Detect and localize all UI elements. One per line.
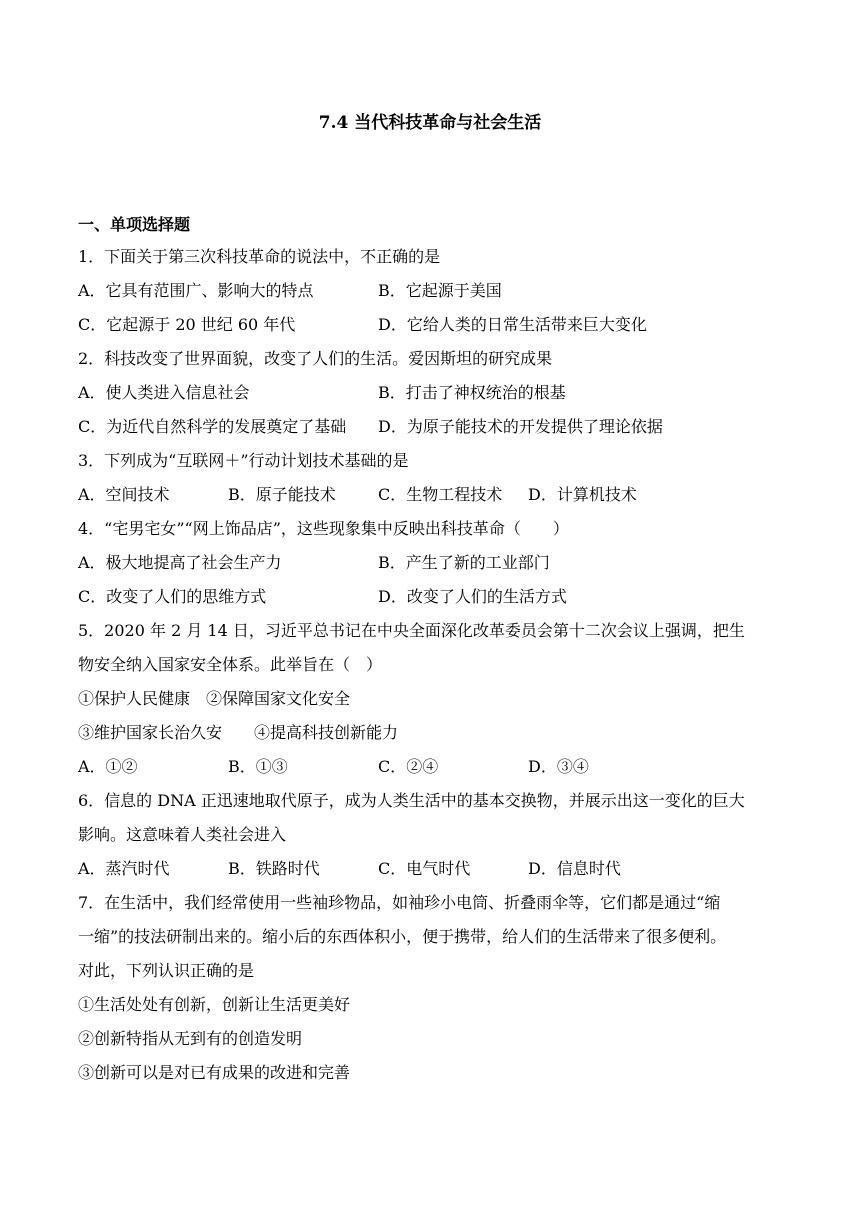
answer-option: B．它起源于美国 (378, 281, 502, 300)
answer-option: B．铁路时代 (228, 859, 320, 878)
answer-option: A．空间技术 (78, 485, 170, 504)
question-7 (78, 890, 788, 1094)
answer-option: C．为近代自然科学的发展奠定了基础 (78, 417, 347, 436)
answer-option: C．改变了人们的思维方式 (78, 587, 267, 606)
page-title: 7.4 当代科技革命与社会生活 (318, 113, 542, 133)
answer-option: C．②④ (378, 757, 439, 776)
option-row (78, 550, 788, 584)
question-text-line: ①保护人民健康 ②保障国家文化安全 (78, 689, 351, 708)
question-text-line: 对此，下列认识正确的是 (78, 961, 255, 980)
option-row (78, 482, 788, 516)
section-heading: 一、单项选择题 (78, 215, 191, 234)
answer-option: A．①② (78, 757, 138, 776)
answer-option: B．产生了新的工业部门 (378, 553, 550, 572)
answer-option: C．生物工程技术 (378, 485, 503, 504)
question-1 (78, 244, 788, 346)
answer-option: D．为原子能技术的开发提供了理论依据 (378, 417, 663, 436)
question-4 (78, 516, 788, 618)
option-row (78, 754, 788, 788)
answer-option: D．改变了人们的生活方式 (378, 587, 567, 606)
question-stem: 6．信息的 DNA 正迅速地取代原子，成为人类生活中的基本交换物，并展示出这一变化的巨大 (78, 791, 745, 810)
question-stem: 2．科技改变了世界面貌，改变了人们的生活。爱因斯坦的研究成果 (78, 349, 553, 368)
question-5 (78, 618, 788, 788)
answer-option: B．原子能技术 (228, 485, 336, 504)
answer-option: D．计算机技术 (528, 485, 637, 504)
question-6 (78, 788, 788, 890)
question-3 (78, 448, 788, 516)
question-text-line: 一缩”的技法研制出来的。缩小后的东西体积小，便于携带，给人们的生活带来了很多便利。 (78, 927, 727, 946)
answer-option: C．它起源于 20 世纪 60 年代 (78, 315, 296, 334)
answer-option: A．它具有范围广、影响大的特点 (78, 281, 314, 300)
question-stem: 5．2020 年 2 月 14 日，习近平总书记在中央全面深化改革委员会第十二次会议上强调，把生 (78, 621, 745, 640)
option-row (78, 856, 788, 890)
answer-option: A．蒸汽时代 (78, 859, 170, 878)
question-stem: 7．在生活中，我们经常使用一些袖珍物品，如袖珍小电筒、折叠雨伞等，它们都是通过“缩 (78, 893, 721, 912)
question-text-line: 物安全纳入国家安全体系。此举旨在（ ） (78, 655, 383, 674)
option-row (78, 584, 788, 618)
answer-option: B．①③ (228, 757, 288, 776)
option-row (78, 278, 788, 312)
option-row (78, 312, 788, 346)
question-list (78, 244, 788, 1094)
answer-option: D．它给人类的日常生活带来巨大变化 (378, 315, 647, 334)
option-row (78, 380, 788, 414)
question-stem: 4．“宅男宅女”“网上饰品店”，这些现象集中反映出科技革命（ ） (78, 519, 569, 538)
question-2 (78, 346, 788, 448)
question-text-line: ③创新可以是对已有成果的改进和完善 (78, 1063, 351, 1082)
question-text-line: ③维护国家长治久安 ④提高科技创新能力 (78, 723, 399, 742)
question-stem: 1．下面关于第三次科技革命的说法中，不正确的是 (78, 247, 441, 266)
answer-option: D．③④ (528, 757, 589, 776)
answer-option: A．极大地提高了社会生产力 (78, 553, 282, 572)
answer-option: A．使人类进入信息社会 (78, 383, 250, 402)
answer-option: C．电气时代 (378, 859, 471, 878)
option-row (78, 414, 788, 448)
question-text-line: ②创新特指从无到有的创造发明 (78, 1029, 303, 1048)
question-text-line: 影响。这意味着人类社会进入 (78, 825, 287, 844)
answer-option: D．信息时代 (528, 859, 621, 878)
question-text-line: ①生活处处有创新，创新让生活更美好 (78, 995, 351, 1014)
question-stem: 3．下列成为“互联网＋”行动计划技术基础的是 (78, 451, 409, 470)
answer-option: B．打击了神权统治的根基 (378, 383, 566, 402)
